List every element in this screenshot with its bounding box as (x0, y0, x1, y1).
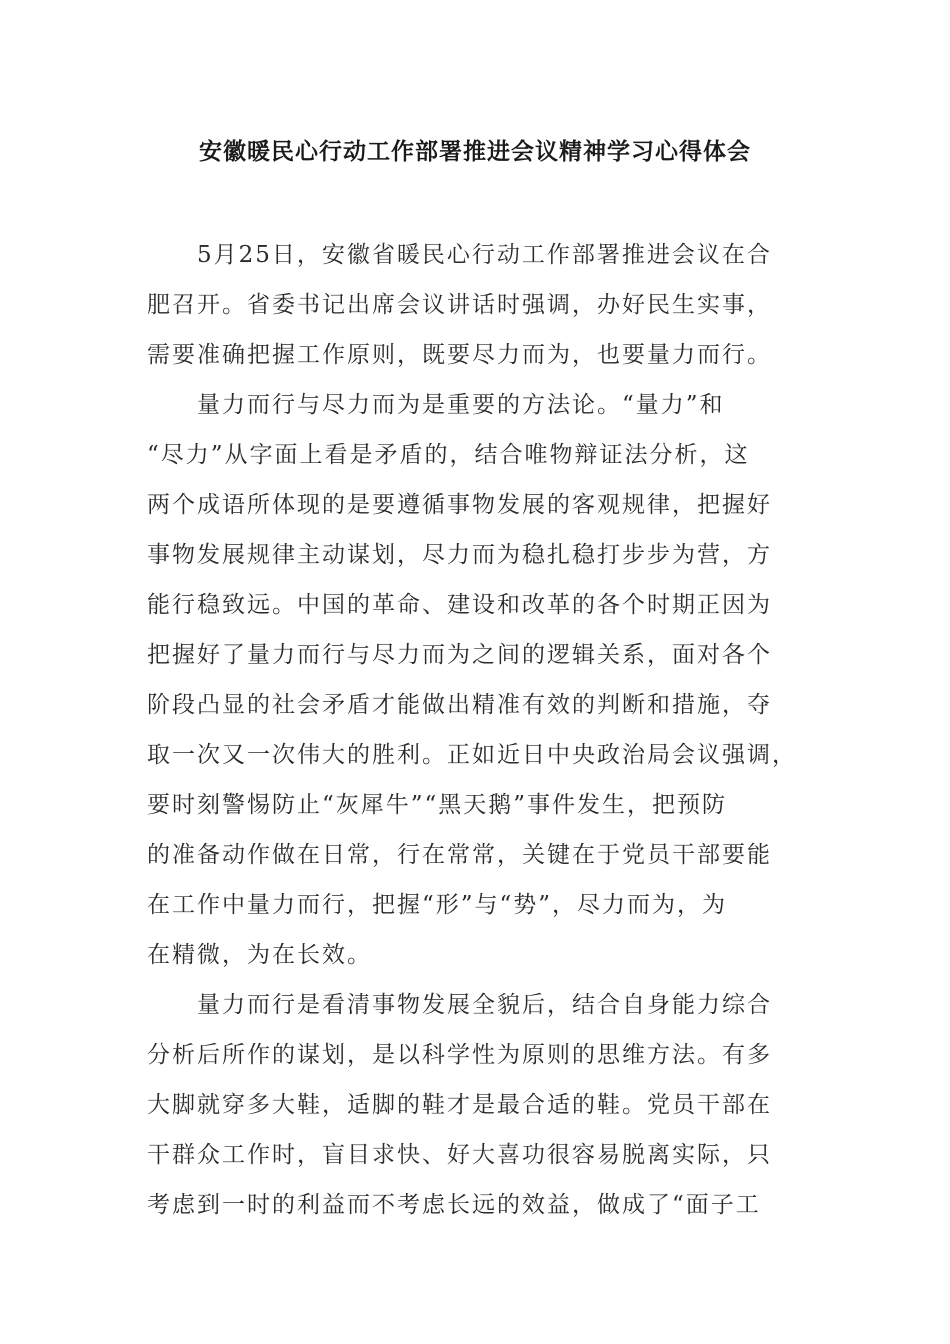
text-line: 能行稳致远。中国的革命、建设和改革的各个时期正因为 (147, 592, 772, 618)
text-line: 5月25日，安徽省暖民心行动工作部署推进会议在合 (197, 242, 772, 268)
text-line: 两个成语所体现的是要遵循事物发展的客观规律，把握好 (147, 492, 772, 518)
text-line: 需要准确把握工作原则，既要尽力而为，也要量力而行。 (147, 342, 772, 368)
text-line: 肥召开。省委书记出席会议讲话时强调，办好民生实事， (147, 292, 772, 318)
text-line: 取一次又一次伟大的胜利。正如近日中央政治局会议强调， (147, 742, 797, 768)
text-line: 要时刻警惕防止“灰犀牛”“黑天鹅”事件发生，把预防 (147, 792, 728, 818)
text-line: 量力而行是看清事物发展全貌后，结合自身能力综合 (197, 992, 772, 1018)
text-line: 干群众工作时，盲目求快、好大喜功很容易脱离实际，只 (147, 1142, 772, 1168)
paragraph (147, 980, 807, 1230)
text-line: “尽力”从字面上看是矛盾的，结合唯物辩证法分析，这 (147, 442, 750, 468)
text-line: 量力而行与尽力而为是重要的方法论。“量力”和 (197, 392, 725, 418)
text-line: 在精微，为在长效。 (147, 942, 372, 968)
text-line: 阶段凸显的社会矛盾才能做出精准有效的判断和措施，夺 (147, 692, 772, 718)
text-line: 把握好了量力而行与尽力而为之间的逻辑关系，面对各个 (147, 642, 772, 668)
text-line: 的准备动作做在日常，行在常常，关键在于党员干部要能 (147, 842, 772, 868)
document-body (147, 230, 807, 1230)
text-line: 事物发展规律主动谋划，尽力而为稳扎稳打步步为营，方 (147, 542, 772, 568)
paragraph (147, 380, 807, 980)
paragraph (147, 230, 807, 380)
text-line: 大脚就穿多大鞋，适脚的鞋才是最合适的鞋。党员干部在 (147, 1092, 772, 1118)
text-line: 分析后所作的谋划，是以科学性为原则的思维方法。有多 (147, 1042, 772, 1068)
text-line: 在工作中量力而行，把握“形”与“势”，尽力而为，为 (147, 892, 728, 918)
document-title: 安徽暖民心行动工作部署推进会议精神学习心得体会 (199, 139, 751, 165)
text-line: 考虑到一时的利益而不考虑长远的效益，做成了“面子工 (147, 1192, 761, 1218)
